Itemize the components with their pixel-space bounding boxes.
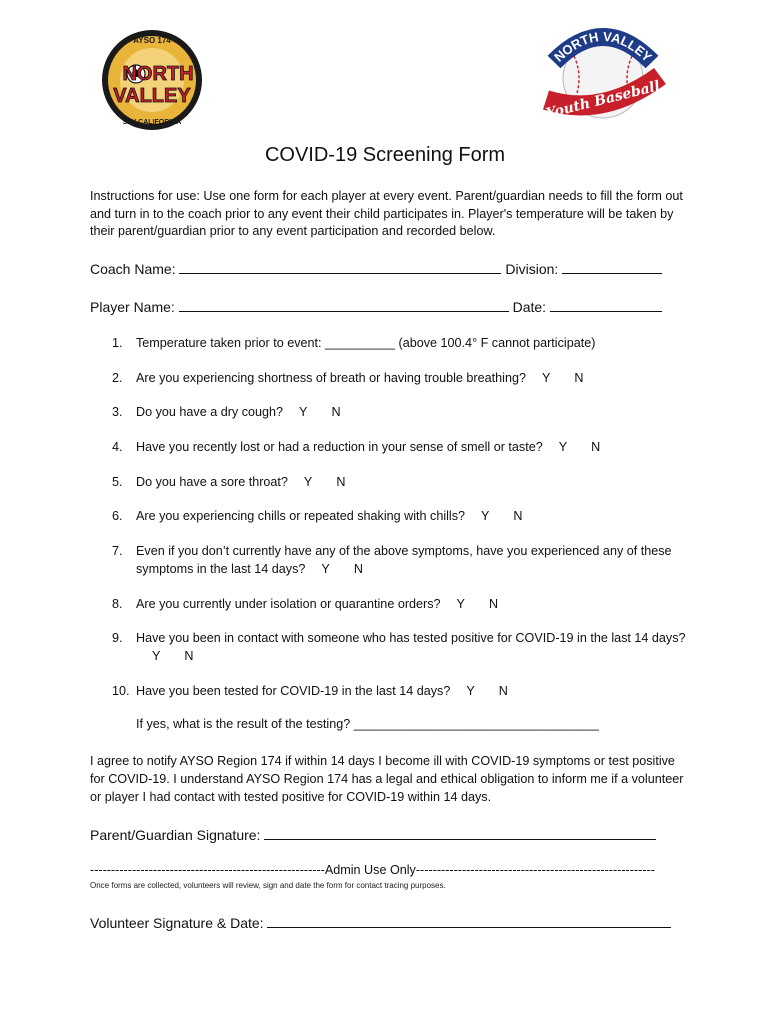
question-number: 5. bbox=[112, 475, 123, 489]
volunteer-signature-label: Volunteer Signature & Date: bbox=[90, 915, 264, 931]
question-item bbox=[112, 596, 692, 614]
date-label: Date: bbox=[512, 299, 547, 315]
signature-label: Parent/Guardian Signature: bbox=[90, 827, 261, 843]
yes-option[interactable]: Y bbox=[466, 684, 475, 698]
player-name-label: Player Name: bbox=[90, 299, 175, 315]
svg-text:Youth Baseball: Youth Baseball bbox=[544, 78, 662, 123]
no-option[interactable]: N bbox=[353, 561, 363, 576]
coach-name-field[interactable] bbox=[179, 259, 501, 274]
question-number: 8. bbox=[112, 597, 123, 611]
svg-text:VALLEY: VALLEY bbox=[113, 85, 191, 107]
question-item bbox=[112, 543, 692, 578]
question-number: 1. bbox=[112, 336, 123, 350]
followup-text: If yes, what is the result of the testing? ___________________________________ bbox=[136, 717, 599, 731]
question-item bbox=[112, 370, 692, 388]
yes-option[interactable]: Y bbox=[152, 648, 161, 663]
question-text bbox=[136, 439, 692, 457]
svg-text:AYSO 174: AYSO 174 bbox=[133, 36, 171, 45]
division-field[interactable] bbox=[562, 259, 662, 274]
question-number: 6. bbox=[112, 509, 123, 523]
form-title: COVID-19 Screening Form bbox=[264, 144, 506, 166]
question-label: Temperature taken prior to event: __________ (above 100.4° F cannot participate) bbox=[136, 336, 596, 350]
question-text bbox=[136, 370, 692, 388]
no-option[interactable]: N bbox=[574, 371, 584, 385]
question-text bbox=[136, 508, 692, 526]
no-option[interactable]: N bbox=[331, 405, 341, 419]
player-date-row bbox=[90, 297, 662, 315]
svg-text:NORTH VALLEY: NORTH VALLEY bbox=[551, 28, 655, 65]
question-item bbox=[112, 508, 692, 526]
no-option[interactable]: N bbox=[513, 509, 523, 523]
no-option[interactable]: N bbox=[336, 475, 346, 489]
north-valley-youth-baseball-logo bbox=[540, 18, 666, 130]
date-field[interactable] bbox=[550, 297, 662, 312]
question-text bbox=[136, 335, 692, 353]
yes-option[interactable]: Y bbox=[558, 440, 568, 454]
volunteer-signature-field[interactable] bbox=[267, 913, 671, 928]
instructions-text: Instructions for use: Use one form for each player at every event. Parent/guardian needs to fill the form out and turn in to the coach prior to any event their child participates in. Player's temperature will be taken by their parent/guardian prior to any event participation and recorded below. bbox=[90, 189, 683, 239]
question-text bbox=[136, 683, 692, 701]
question-item bbox=[112, 474, 692, 492]
question-text bbox=[136, 474, 692, 492]
question-number: 9. bbox=[112, 631, 123, 645]
question-item bbox=[112, 683, 692, 701]
division-label: Division: bbox=[505, 261, 559, 277]
question-text bbox=[136, 630, 692, 665]
question-text bbox=[136, 404, 692, 422]
agreement-text: I agree to notify AYSO Region 174 if within 14 days I become ill with COVID-19 symptoms or test positive for COVID-19. I understand AYSO Region 174 has a legal and ethical obligation to inform me if a volunteer or player I had contact with tested positive for COVID-19 within 14 days. bbox=[90, 754, 684, 804]
question-label: Have you been in contact with someone who has tested positive for COVID-19 in the last 14 days? bbox=[136, 631, 686, 645]
followup-question bbox=[112, 716, 692, 734]
admin-divider: --------------------------------------------------------Admin Use Only--------------------------------------------------------- bbox=[90, 863, 655, 877]
question-label: Have you recently lost or had a reduction in your sense of smell or taste? bbox=[136, 440, 543, 454]
question-label: Even if you don’t currently have any of the above symptoms, have you experienced any of these symptoms in the last 14 days? bbox=[136, 544, 672, 576]
question-label: Are you experiencing chills or repeated shaking with chills? bbox=[136, 509, 466, 523]
svg-text:SFV CALIFORNIA: SFV CALIFORNIA bbox=[122, 119, 182, 126]
question-number: 4. bbox=[112, 440, 123, 454]
question-number: 3. bbox=[112, 405, 123, 419]
no-option[interactable]: N bbox=[498, 684, 508, 698]
question-number: 10. bbox=[112, 684, 130, 698]
question-label: Are you currently under isolation or quarantine orders? bbox=[136, 597, 441, 611]
question-item bbox=[112, 404, 692, 422]
no-option[interactable]: N bbox=[184, 648, 194, 663]
question-item bbox=[112, 630, 692, 665]
yes-option[interactable]: Y bbox=[321, 561, 330, 576]
no-option[interactable]: N bbox=[591, 440, 601, 454]
yes-option[interactable]: Y bbox=[541, 371, 551, 385]
question-label: Are you experiencing shortness of breath or having trouble breathing? bbox=[136, 371, 526, 385]
yes-option[interactable]: Y bbox=[481, 509, 490, 523]
signature-field[interactable] bbox=[264, 825, 656, 840]
question-number: 2. bbox=[112, 371, 123, 385]
yes-option[interactable]: Y bbox=[299, 405, 308, 419]
no-option[interactable]: N bbox=[488, 597, 499, 611]
question-text bbox=[136, 543, 692, 578]
ayso-north-valley-logo bbox=[100, 28, 204, 132]
svg-text:NORTH: NORTH bbox=[122, 63, 194, 85]
coach-name-label: Coach Name: bbox=[90, 261, 176, 277]
signature-row bbox=[90, 825, 656, 843]
question-item bbox=[112, 439, 692, 457]
volunteer-signature-row bbox=[90, 913, 671, 931]
question-number: 7. bbox=[112, 544, 123, 558]
question-label: Do you have a dry cough? bbox=[136, 405, 284, 419]
admin-note: Once forms are collected, volunteers will review, sign and date the form for contact tracing purposes. bbox=[90, 881, 446, 890]
coach-division-row bbox=[90, 259, 662, 277]
yes-option[interactable]: Y bbox=[456, 597, 465, 611]
question-item bbox=[112, 335, 692, 353]
question-text bbox=[136, 596, 692, 614]
player-name-field[interactable] bbox=[179, 297, 509, 312]
question-label: Do you have a sore throat? bbox=[136, 475, 288, 489]
question-label: Have you been tested for COVID-19 in the last 14 days? bbox=[136, 684, 451, 698]
admin-use-label: Admin Use Only bbox=[324, 863, 416, 877]
yes-option[interactable]: Y bbox=[303, 475, 313, 489]
